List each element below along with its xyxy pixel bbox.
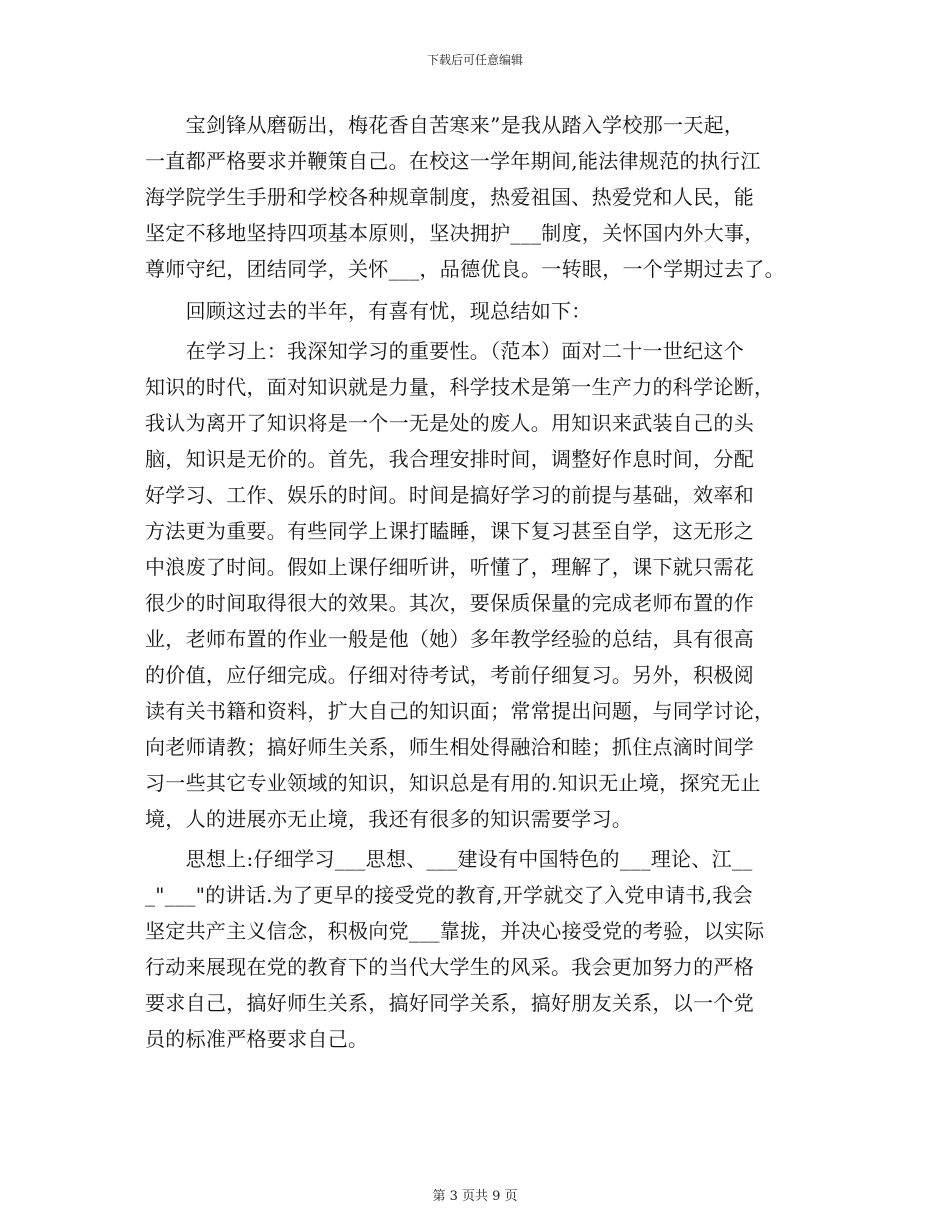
text-line: 在学习上：我深知学习的重要性。（范本）面对二十一世纪这个 [145, 339, 744, 363]
text-line: 一直都严格要求并鞭策自己。在校这一学年期间,能法律规范的执行江 [145, 149, 761, 173]
text-line: 读有关书籍和资料，扩大自己的知识面；常常提出问题，与同学讨论， [145, 699, 775, 723]
text-line: 境，人的进展亦无止境，我还有很多的知识需要学习。 [145, 807, 633, 831]
text-line: 要求自己，搞好师生关系，搞好同学关系，搞好朋友关系，以一个党 [145, 991, 754, 1015]
text-line: 坚定不移地坚持四项基本原则，坚决拥护___制度，关怀国内外大事， [145, 221, 765, 245]
text-line: _"___"的讲话.为了更早的接受党的教育,开学就交了入党申请书,我会 [145, 883, 753, 907]
text-line: 脑，知识是无价的。首先，我合理安排时间，调整好作息时间，分配 [145, 447, 754, 471]
text-line: 海学院学生手册和学校各种规章制度，热爱祖国、热爱党和人民，能 [145, 185, 754, 209]
text-line: 中浪废了时间。假如上课仔细听讲，听懂了，理解了，课下就只需花 [145, 555, 754, 579]
text-line: 好学习、工作、娱乐的时间。时间是搞好学习的前提与基础，效率和 [145, 483, 754, 507]
text-line: 很少的时间取得很大的效果。其次，要保质保量的完成老师布置的作 [145, 591, 754, 615]
text-line: 行动来展现在党的教育下的当代大学生的风采。我会更加努力的严格 [145, 955, 754, 979]
text-line: 知识的时代，面对知识就是力量，科学技术是第一生产力的科学论断， [145, 375, 775, 399]
page-footer: 第 3 页共 9 页 [432, 1189, 518, 1204]
text-line: 员的标准严格要求自己。 [145, 1027, 369, 1051]
text-line: 向老师请教；搞好师生关系，师生相处得融洽和睦；抓住点滴时间学 [145, 735, 754, 759]
text-line: 坚定共产主义信念，积极向党___靠拢，并决心接受党的考验，以实际 [145, 919, 765, 943]
text-line: 宝剑锋从磨砺出，梅花香自苦寒来”是我从踏入学校那一天起， [145, 113, 745, 137]
page-header: 下载后可任意编辑 [426, 53, 523, 67]
text-line: 的价值，应仔细完成。仔细对待考试，考前仔细复习。另外，积极阅 [145, 663, 754, 687]
text-line: 思想上:仔细学习___思想、___建设有中国特色的___理论、江__ [145, 847, 753, 871]
text-line: 尊师守纪，团结同学，关怀___，品德优良。一转眼，一个学期过去了。 [145, 257, 785, 281]
text-line: 方法更为重要。有些同学上课打瞌睡，课下复习甚至自学，这无形之 [145, 519, 754, 543]
text-line: 我认为离开了知识将是一个一无是处的废人。用知识来武装自己的头 [145, 411, 754, 435]
text-line: 业，老师布置的作业一般是他（她）多年教学经验的总结，具有很高 [145, 627, 754, 651]
text-line: 回顾这过去的半年，有喜有忧，现总结如下： [145, 299, 592, 323]
text-line: 习一些其它专业领域的知识，知识总是有用的.知识无止境，探究无止 [145, 771, 761, 795]
